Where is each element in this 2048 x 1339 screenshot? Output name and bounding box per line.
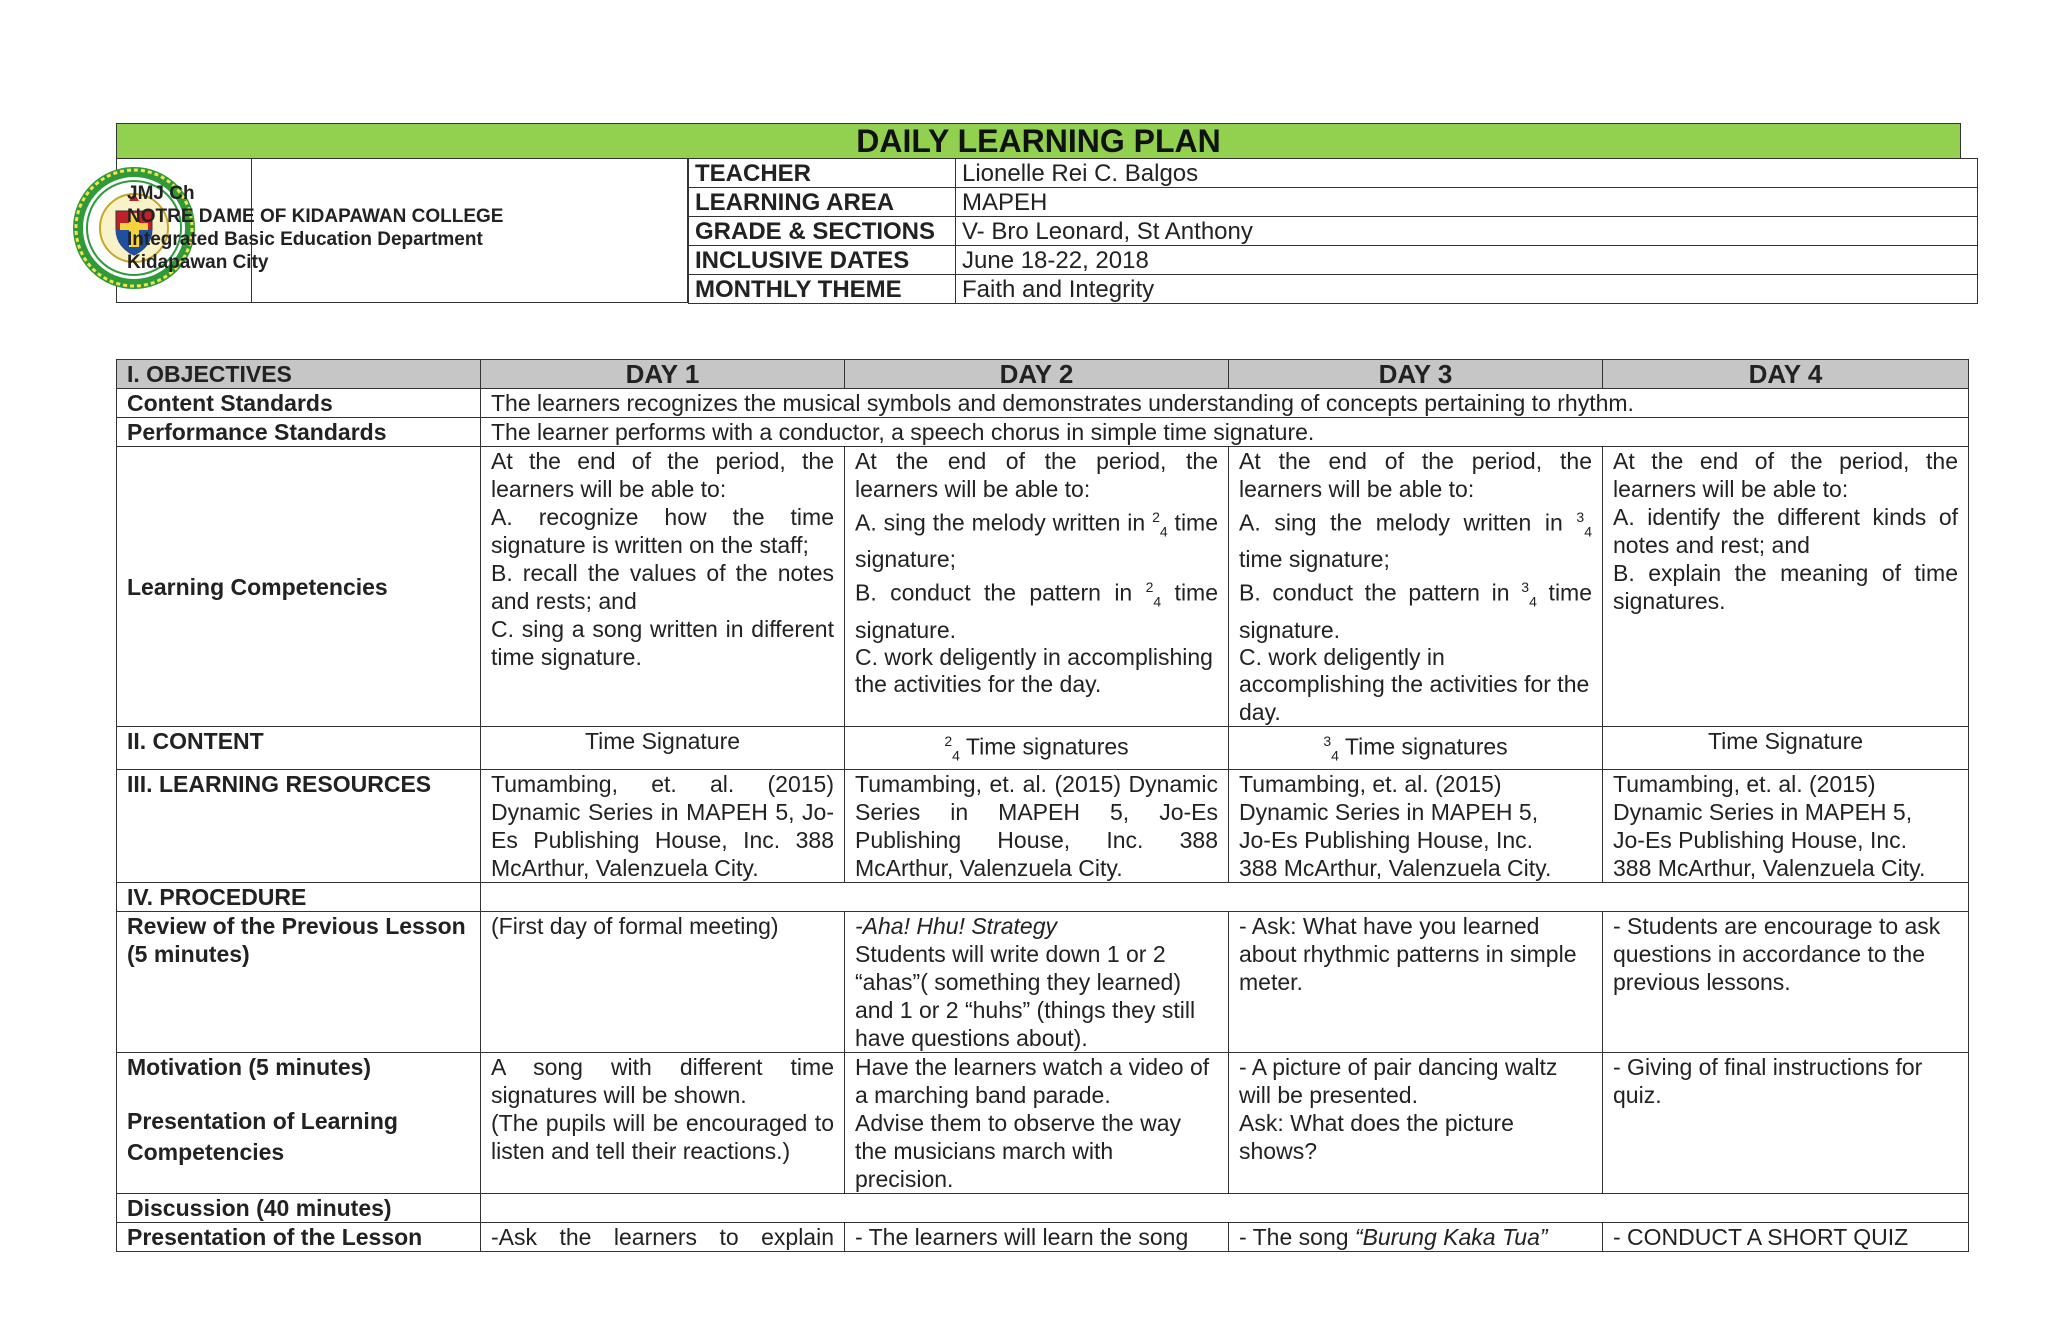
school-name: NOTRE DAME OF KIDAPAWAN COLLEGE [127, 206, 504, 227]
school-info [127, 182, 503, 274]
content-day-2 [845, 727, 1229, 770]
motivation-label-cell [117, 1053, 481, 1194]
resources-day-4 [1603, 770, 1969, 883]
info-value: Lionelle Rei C. Balgos [956, 159, 1978, 188]
performance-standards-label: Performance Standards [117, 418, 481, 447]
competency-text: time signature; [1239, 546, 1390, 573]
resource-line: 388 McArthur, Valenzuela City. [1239, 855, 1552, 882]
competency-b [1239, 573, 1592, 643]
learning-plan-table [116, 359, 1969, 1252]
competency-b [855, 573, 1218, 643]
discussion-empty-cell [481, 1194, 1969, 1223]
competency-intro: At the end of the period, the learners will be able to: [491, 448, 834, 502]
info-row-monthly-theme [689, 275, 1978, 304]
info-row-teacher [689, 159, 1978, 188]
resource-line: Jo-Es Publishing House, Inc. [1613, 827, 1908, 854]
resources-day-3 [1229, 770, 1603, 883]
presentation-day-3 [1229, 1223, 1603, 1252]
content-standards-label: Content Standards [117, 389, 481, 418]
competencies-day-1 [481, 447, 845, 727]
competency-intro: At the end of the period, the learners will be able to: [1613, 448, 1958, 502]
content-standards-row [117, 389, 1969, 418]
motivation-day-2 [845, 1053, 1229, 1194]
competency-text: B. conduct the pattern in [1239, 579, 1522, 606]
info-key: INCLUSIVE DATES [689, 246, 956, 275]
day-3-header: DAY 3 [1229, 360, 1603, 389]
motivation-text: A song with different time signatures will be shown. [491, 1054, 834, 1109]
info-key: TEACHER [689, 159, 956, 188]
resource-line: 388 McArthur, Valenzuela City. [1613, 855, 1926, 882]
competencies-day-3 [1229, 447, 1603, 727]
time-signature-numerator: 3 [1323, 733, 1332, 749]
presentation-day-2: - The learners will learn the song [845, 1223, 1229, 1252]
review-label: Review of the Previous Lesson (5 minutes) [117, 912, 481, 1053]
info-value: MAPEH [956, 188, 1978, 217]
procedure-empty-cell [481, 883, 1969, 912]
info-value: June 18-22, 2018 [956, 246, 1978, 275]
procedure-label: IV. PROCEDURE [117, 883, 481, 912]
competencies-day-2 [845, 447, 1229, 727]
competency-c: C. work deligently in accomplishing the activities for the day. [855, 643, 1213, 697]
info-row-learning-area [689, 188, 1978, 217]
motivation-text: Ask: What does the picture shows? [1239, 1110, 1514, 1165]
day-1-header: DAY 1 [481, 360, 845, 389]
presentation-row [117, 1223, 1969, 1252]
competency-c: C. work deligently in accomplishing the activities for the day. [1239, 643, 1590, 725]
school-line-1: JMJ Ch [127, 183, 195, 204]
competency-a: A. identify the different kinds of notes and rest; and [1613, 504, 1958, 558]
content-text: Time signatures [1338, 733, 1508, 760]
resource-line: Jo-Es Publishing House, Inc. [1239, 827, 1534, 854]
presentation-day-1: -Ask the learners to explain [481, 1223, 845, 1252]
performance-standards-row [117, 418, 1969, 447]
info-value: Faith and Integrity [956, 275, 1978, 304]
strategy-title-text: -Aha! Hhu! Strategy [855, 913, 1057, 940]
competency-b: B. recall the values of the notes and rests; and [491, 560, 834, 614]
review-day-4: - Students are encourage to ask questions in accordance to the previous lessons. [1603, 912, 1969, 1053]
objectives-header-row [117, 360, 1969, 389]
resource-line: Tumambing, et. al. (2015) [1239, 771, 1502, 798]
time-signature-denominator: 4 [952, 747, 960, 764]
time-signature-denominator: 4 [1584, 523, 1592, 540]
presentation-day-4: - CONDUCT A SHORT QUIZ [1603, 1223, 1969, 1252]
performance-standards-text: The learner performs with a conductor, a speech chorus in simple time signature. [481, 418, 1969, 447]
presentation-label: Presentation of the Lesson [117, 1223, 481, 1252]
competency-text: time signature. [855, 579, 1219, 643]
school-department: Integrated Basic Education Department [127, 229, 483, 250]
motivation-day-3 [1229, 1053, 1603, 1194]
content-standards-text: The learners recognizes the musical symbols and demonstrates understanding of concepts pertaining to rhythm. [481, 389, 1969, 418]
plan-info-table [688, 158, 1978, 304]
time-signature-denominator: 4 [1331, 747, 1339, 764]
resource-line: Dynamic Series in MAPEH 5, [1239, 799, 1539, 826]
time-signature-denominator: 4 [1153, 593, 1162, 610]
school-city: Kidapawan City [127, 252, 269, 273]
info-key: LEARNING AREA [689, 188, 956, 217]
resource-line: Tumambing, et. al. (2015) [1613, 771, 1876, 798]
presentation-competencies-label: Presentation of Learning Competencies [127, 1108, 398, 1166]
competencies-day-4 [1603, 447, 1969, 727]
objectives-label: I. OBJECTIVES [117, 360, 481, 389]
content-label: II. CONTENT [117, 727, 481, 770]
resources-day-2: Tumambing, et. al. (2015) Dynamic Series in MAPEH 5, Jo-Es Publishing House, Inc. 388 McArthur, Valenzuela City. [845, 770, 1229, 883]
motivation-day-4: - Giving of final instructions for quiz. [1603, 1053, 1969, 1194]
competency-b: B. explain the meaning of time signatures. [1613, 560, 1958, 614]
review-day-3: - Ask: What have you learned about rhythmic patterns in simple meter. [1229, 912, 1603, 1053]
competency-text: time signature; [855, 509, 1219, 573]
review-day-1: (First day of formal meeting) [481, 912, 845, 1053]
motivation-text: (The pupils will be encouraged to listen and tell their reactions.) [491, 1110, 834, 1165]
time-signature-denominator: 4 [1529, 593, 1537, 610]
strategy-title [855, 912, 1218, 940]
competency-a [1239, 503, 1592, 573]
procedure-row [117, 883, 1969, 912]
info-row-inclusive-dates [689, 246, 1978, 275]
competency-intro: At the end of the period, the learners will be able to: [1239, 448, 1592, 502]
competency-text: B. conduct the pattern in [855, 579, 1146, 606]
time-signature-numerator: 2 [944, 733, 953, 749]
info-key: GRADE & SECTIONS [689, 217, 956, 246]
content-row [117, 727, 1969, 770]
motivation-label: Motivation (5 minutes) [127, 1054, 372, 1081]
resources-day-1: Tumambing, et. al. (2015) Dynamic Series in MAPEH 5, Jo-Es Publishing House, Inc. 388 McArthur, Valenzuela City. [481, 770, 845, 883]
day-2-header: DAY 2 [845, 360, 1229, 389]
strategy-description: Students will write down 1 or 2 “ahas”( something they learned) and 1 or 2 “huhs” (things they still have questions about). [855, 941, 1196, 1052]
time-signature-numerator: 3 [1521, 579, 1530, 596]
content-day-1: Time Signature [481, 727, 845, 770]
content-day-3 [1229, 727, 1603, 770]
day-4-header: DAY 4 [1603, 360, 1969, 389]
competency-a [855, 503, 1218, 573]
competency-c: C. sing a song written in different time signature. [491, 616, 834, 670]
competency-a: A. recognize how the time signature is written on the staff; [491, 504, 834, 558]
learning-competencies-row [117, 447, 1969, 727]
competency-text: A. sing the melody written in [855, 509, 1153, 536]
resource-line: Dynamic Series in MAPEH 5, [1613, 799, 1913, 826]
motivation-text: Have the learners watch a video of a marching band parade. [855, 1054, 1210, 1109]
presentation-text: - The song [1239, 1224, 1355, 1251]
info-value: V- Bro Leonard, St Anthony [956, 217, 1978, 246]
time-signature-denominator: 4 [1159, 523, 1168, 540]
motivation-day-1 [481, 1053, 845, 1194]
content-day-4: Time Signature [1603, 727, 1969, 770]
motivation-row [117, 1053, 1969, 1194]
time-signature-numerator: 3 [1576, 509, 1585, 525]
learning-resources-row [117, 770, 1969, 883]
competency-text: A. sing the melody written in [1239, 509, 1577, 536]
plan-title: DAILY LEARNING PLAN [116, 123, 1961, 159]
time-signature-numerator: 2 [1152, 509, 1160, 525]
competency-text: time signature. [1239, 579, 1593, 643]
info-key: MONTHLY THEME [689, 275, 956, 304]
learning-competencies-label: Learning Competencies [117, 447, 481, 727]
info-row-grade-sections [689, 217, 1978, 246]
content-text: Time signatures [959, 733, 1129, 760]
time-signature-numerator: 2 [1145, 579, 1154, 596]
discussion-label: Discussion (40 minutes) [117, 1194, 481, 1223]
motivation-text: Advise them to observe the way the musicians march with precision. [855, 1110, 1181, 1193]
song-title: “Burung Kaka Tua” [1354, 1224, 1548, 1251]
discussion-row [117, 1194, 1969, 1223]
learning-resources-label: III. LEARNING RESOURCES [117, 770, 481, 883]
review-row [117, 912, 1969, 1053]
competency-intro: At the end of the period, the learners will be able to: [855, 448, 1218, 502]
review-day-2 [845, 912, 1229, 1053]
motivation-text: - A picture of pair dancing waltz will be presented. [1239, 1054, 1558, 1109]
